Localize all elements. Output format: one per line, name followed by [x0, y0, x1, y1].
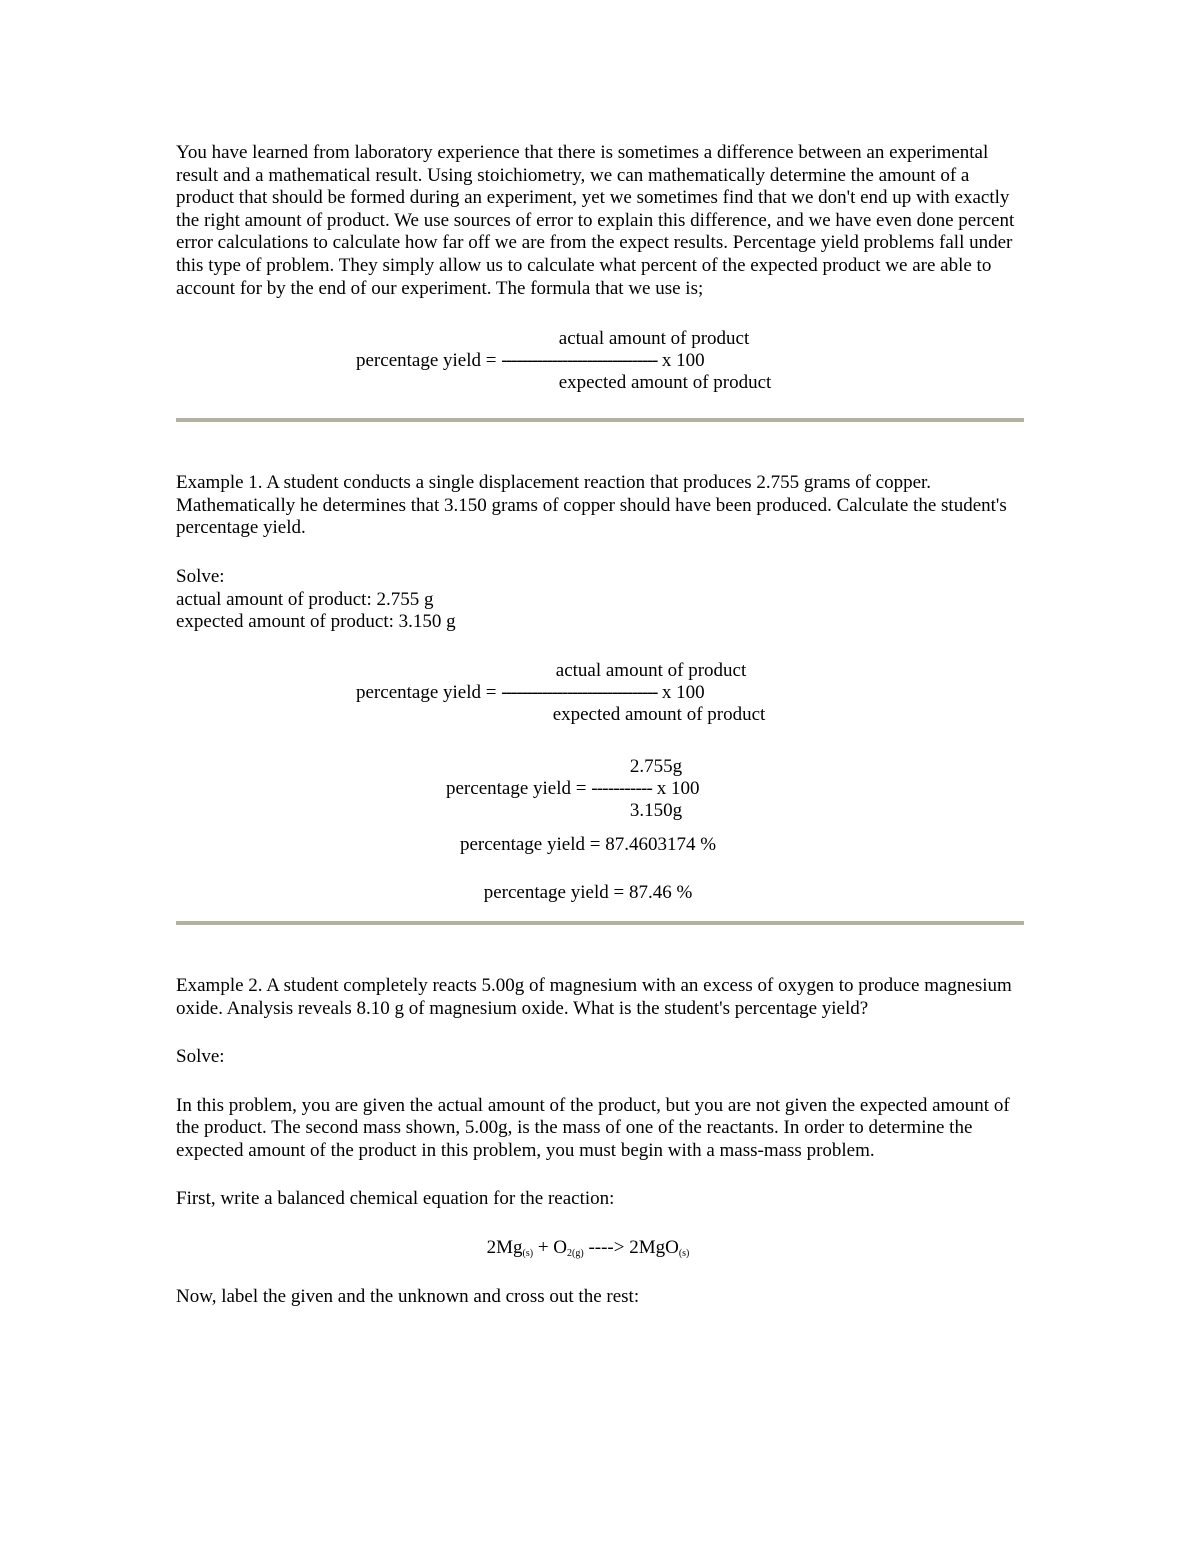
example-1-problem: Example 1. A student conducts a single displacement reaction that produces 2.755 grams of copper. Mathematically he determines that 3.150 grams of copper should have been produced. Calculate the student's percentage yield.: [176, 472, 1007, 539]
percentage-yield-formula: [176, 328, 1024, 396]
equation-mg-state: (s): [522, 1248, 534, 1260]
example-1-actual-line: actual amount of product: 2.755 g: [176, 588, 434, 610]
example-1-formula-multiplier: x 100: [657, 681, 705, 703]
formula-fraction-bar: -------------------------------: [501, 350, 658, 372]
equation-plus-o: + O: [533, 1237, 568, 1259]
intro-paragraph: You have learned from laboratory experience that there is sometimes a difference between an experimental result and a mathematical result. Using stoichiometry, we can mathematically determine the amount of a product that should be formed during an experiment, yet we sometimes find that we don't end up with exactly the right amount of product. We use sources of error to explain this difference, and we have even done percent error calculations to calculate how far off we are from the expect results. Percentage yield problems fall under this type of problem. They simply allow us to calculate what percent of the expected product we are able to account for by the end of our experiment. The formula that we use is;: [176, 142, 1015, 299]
example-1-solve-label: Solve:: [176, 565, 225, 587]
example-1-calc-denominator: 3.150g: [629, 799, 683, 821]
formula-lhs-text: percentage yield =: [356, 350, 502, 372]
example-1-formula: [176, 660, 1024, 728]
example-1-calc-lhs: [446, 778, 700, 801]
example-1-expected-line: expected amount of product: 3.150 g: [176, 611, 456, 633]
document-page: [176, 142, 1024, 1308]
formula-denominator: expected amount of product: [558, 372, 772, 394]
balanced-equation: [176, 1237, 1024, 1260]
example-2-solve-label: Solve:: [176, 1046, 225, 1068]
example-1-calc-lhs-text: percentage yield =: [446, 777, 592, 799]
example-1-formula-bar: -------------------------------: [501, 681, 658, 703]
equation-mg: 2Mg: [486, 1237, 523, 1259]
example-2-explanation: In this problem, you are given the actual amount of the product, but you are not given the expected amount of the product. The second mass shown, 5.00g, is the mass of one of the reactants. In order to determine the expected amount of the product in this problem, you must begin with a mass-mass problem.: [176, 1094, 1010, 1161]
example-1-calc-multiplier: x 100: [652, 777, 700, 799]
example-2-next-step: Now, label the given and the unknown and cross out the rest:: [176, 1285, 640, 1307]
example-1-formula-lhs: [356, 682, 705, 705]
example-2-problem: Example 2. A student completely reacts 5.00g of magnesium with an excess of oxygen to produce magnesium oxide. Analysis reveals 8.10 g of magnesium oxide. What is the student's percentage yield?: [176, 974, 1012, 1019]
equation-mgo-state: (s): [678, 1248, 690, 1260]
example-1-calculation: [176, 756, 1024, 824]
formula-lhs: [356, 350, 705, 373]
formula-numerator: actual amount of product: [558, 328, 750, 350]
example-1-formula-denominator: expected amount of product: [552, 703, 766, 725]
equation-o2-subscript: 2(g): [567, 1248, 584, 1260]
example-2-first-step: First, write a balanced chemical equation for the reaction:: [176, 1188, 615, 1210]
example-1-calc-bar: -----------: [591, 777, 653, 799]
example-1-result-rounded: percentage yield = 87.46 %: [483, 882, 693, 904]
example-1-formula-lhs-text: percentage yield =: [356, 681, 502, 703]
formula-multiplier: x 100: [657, 350, 705, 372]
equation-arrow-mgo: ----> 2MgO: [583, 1237, 679, 1259]
example-1-calc-numerator: 2.755g: [629, 755, 683, 777]
example-1-formula-numerator: actual amount of product: [555, 659, 747, 681]
example-1-result-raw: percentage yield = 87.4603174 %: [459, 833, 717, 855]
